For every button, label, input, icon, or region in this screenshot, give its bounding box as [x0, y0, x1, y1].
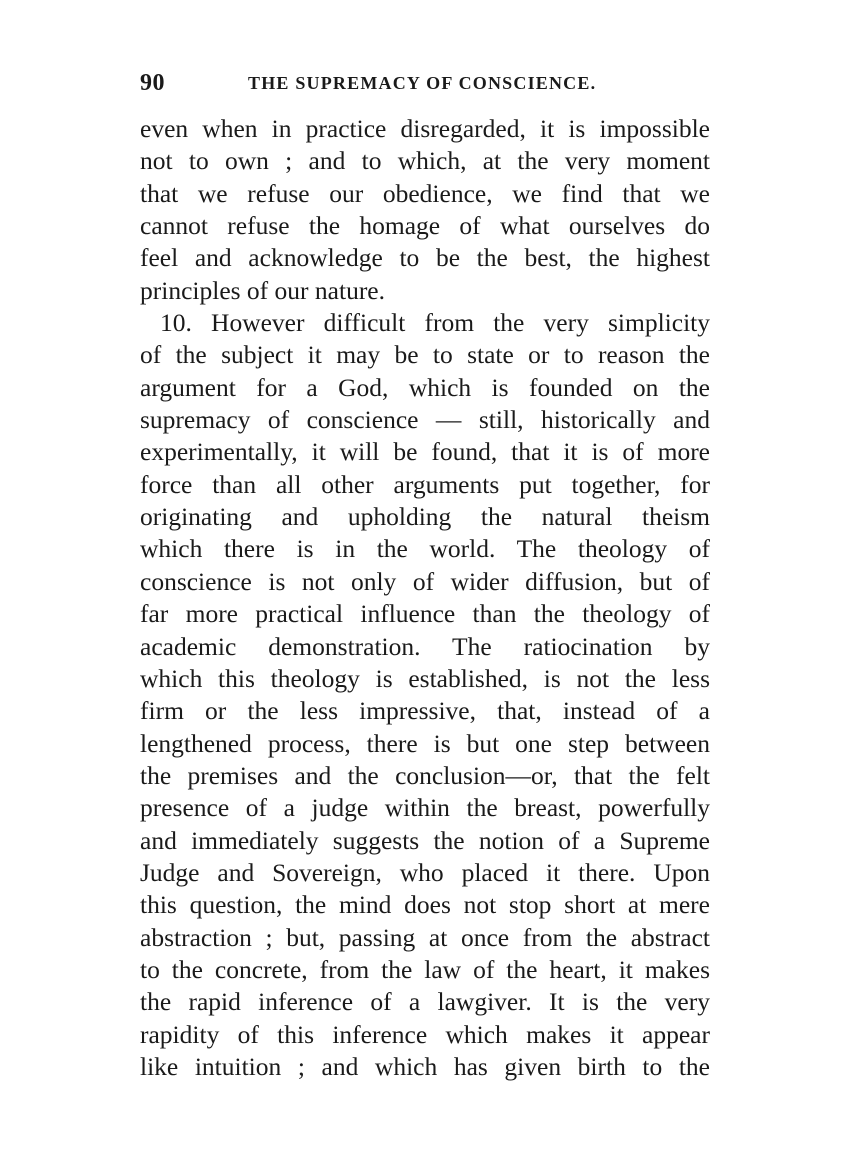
text-line: argument for a God, which is founded on the: [140, 372, 710, 402]
text-line: to the concrete, from the law of the heart, it makes: [140, 954, 710, 984]
text-line: feel and acknowledge to be the best, the highest: [140, 243, 710, 273]
text-line: which there is in the world. The theology of: [140, 534, 710, 564]
text-line: the rapid inference of a lawgiver. It is the very: [140, 987, 710, 1017]
text-line: and immediately suggests the notion of a Supreme: [140, 825, 710, 855]
text-line: lengthened process, there is but one step between: [140, 728, 710, 758]
text-line: which this theology is established, is not the less: [140, 663, 710, 693]
text-line: Judge and Sovereign, who placed it there. Upon: [140, 857, 710, 887]
page-number: 90: [140, 70, 165, 96]
text-line: presence of a judge within the breast, powerfully: [140, 793, 710, 823]
text-line: conscience is not only of wider diffusion, but of: [140, 566, 710, 596]
text-line: force than all other arguments put together, for: [140, 469, 710, 499]
text-line: rapidity of this inference which makes it appear: [140, 1019, 710, 1049]
text-line: cannot refuse the homage of what ourselves do: [140, 211, 710, 241]
text-line: that we refuse our obedience, we find that we: [140, 178, 710, 208]
text-line: like intuition ; and which has given birth to the: [140, 1051, 710, 1081]
text-line: supremacy of conscience — still, historically and: [140, 405, 710, 435]
text-line: abstraction ; but, passing at once from the abstract: [140, 922, 710, 952]
text-line: even when in practice disregarded, it is impossible: [140, 114, 710, 143]
text-line: of the subject it may be to state or to reason the: [140, 340, 710, 370]
running-title: THE SUPREMACY OF CONSCIENCE.: [248, 73, 597, 93]
text-line: principles of our nature.: [140, 275, 386, 305]
text-line: firm or the less impressive, that, instead of a: [140, 696, 710, 726]
running-head: [140, 70, 710, 100]
text-line: academic demonstration. The ratiocination by: [140, 631, 710, 661]
text-line: the premises and the conclusion—or, that the felt: [140, 760, 710, 790]
text-line: originating and upholding the natural theism: [140, 502, 710, 532]
text-line: not to own ; and to which, at the very moment: [140, 146, 710, 176]
text-line: experimentally, it will be found, that it is of more: [140, 437, 710, 467]
paragraph-start-line: 10. However difficult from the very simplicity: [160, 308, 710, 338]
text-line: far more practical influence than the theology of: [140, 599, 710, 629]
text-line: this question, the mind does not stop short at mere: [140, 890, 710, 920]
body-text: [140, 113, 710, 1083]
